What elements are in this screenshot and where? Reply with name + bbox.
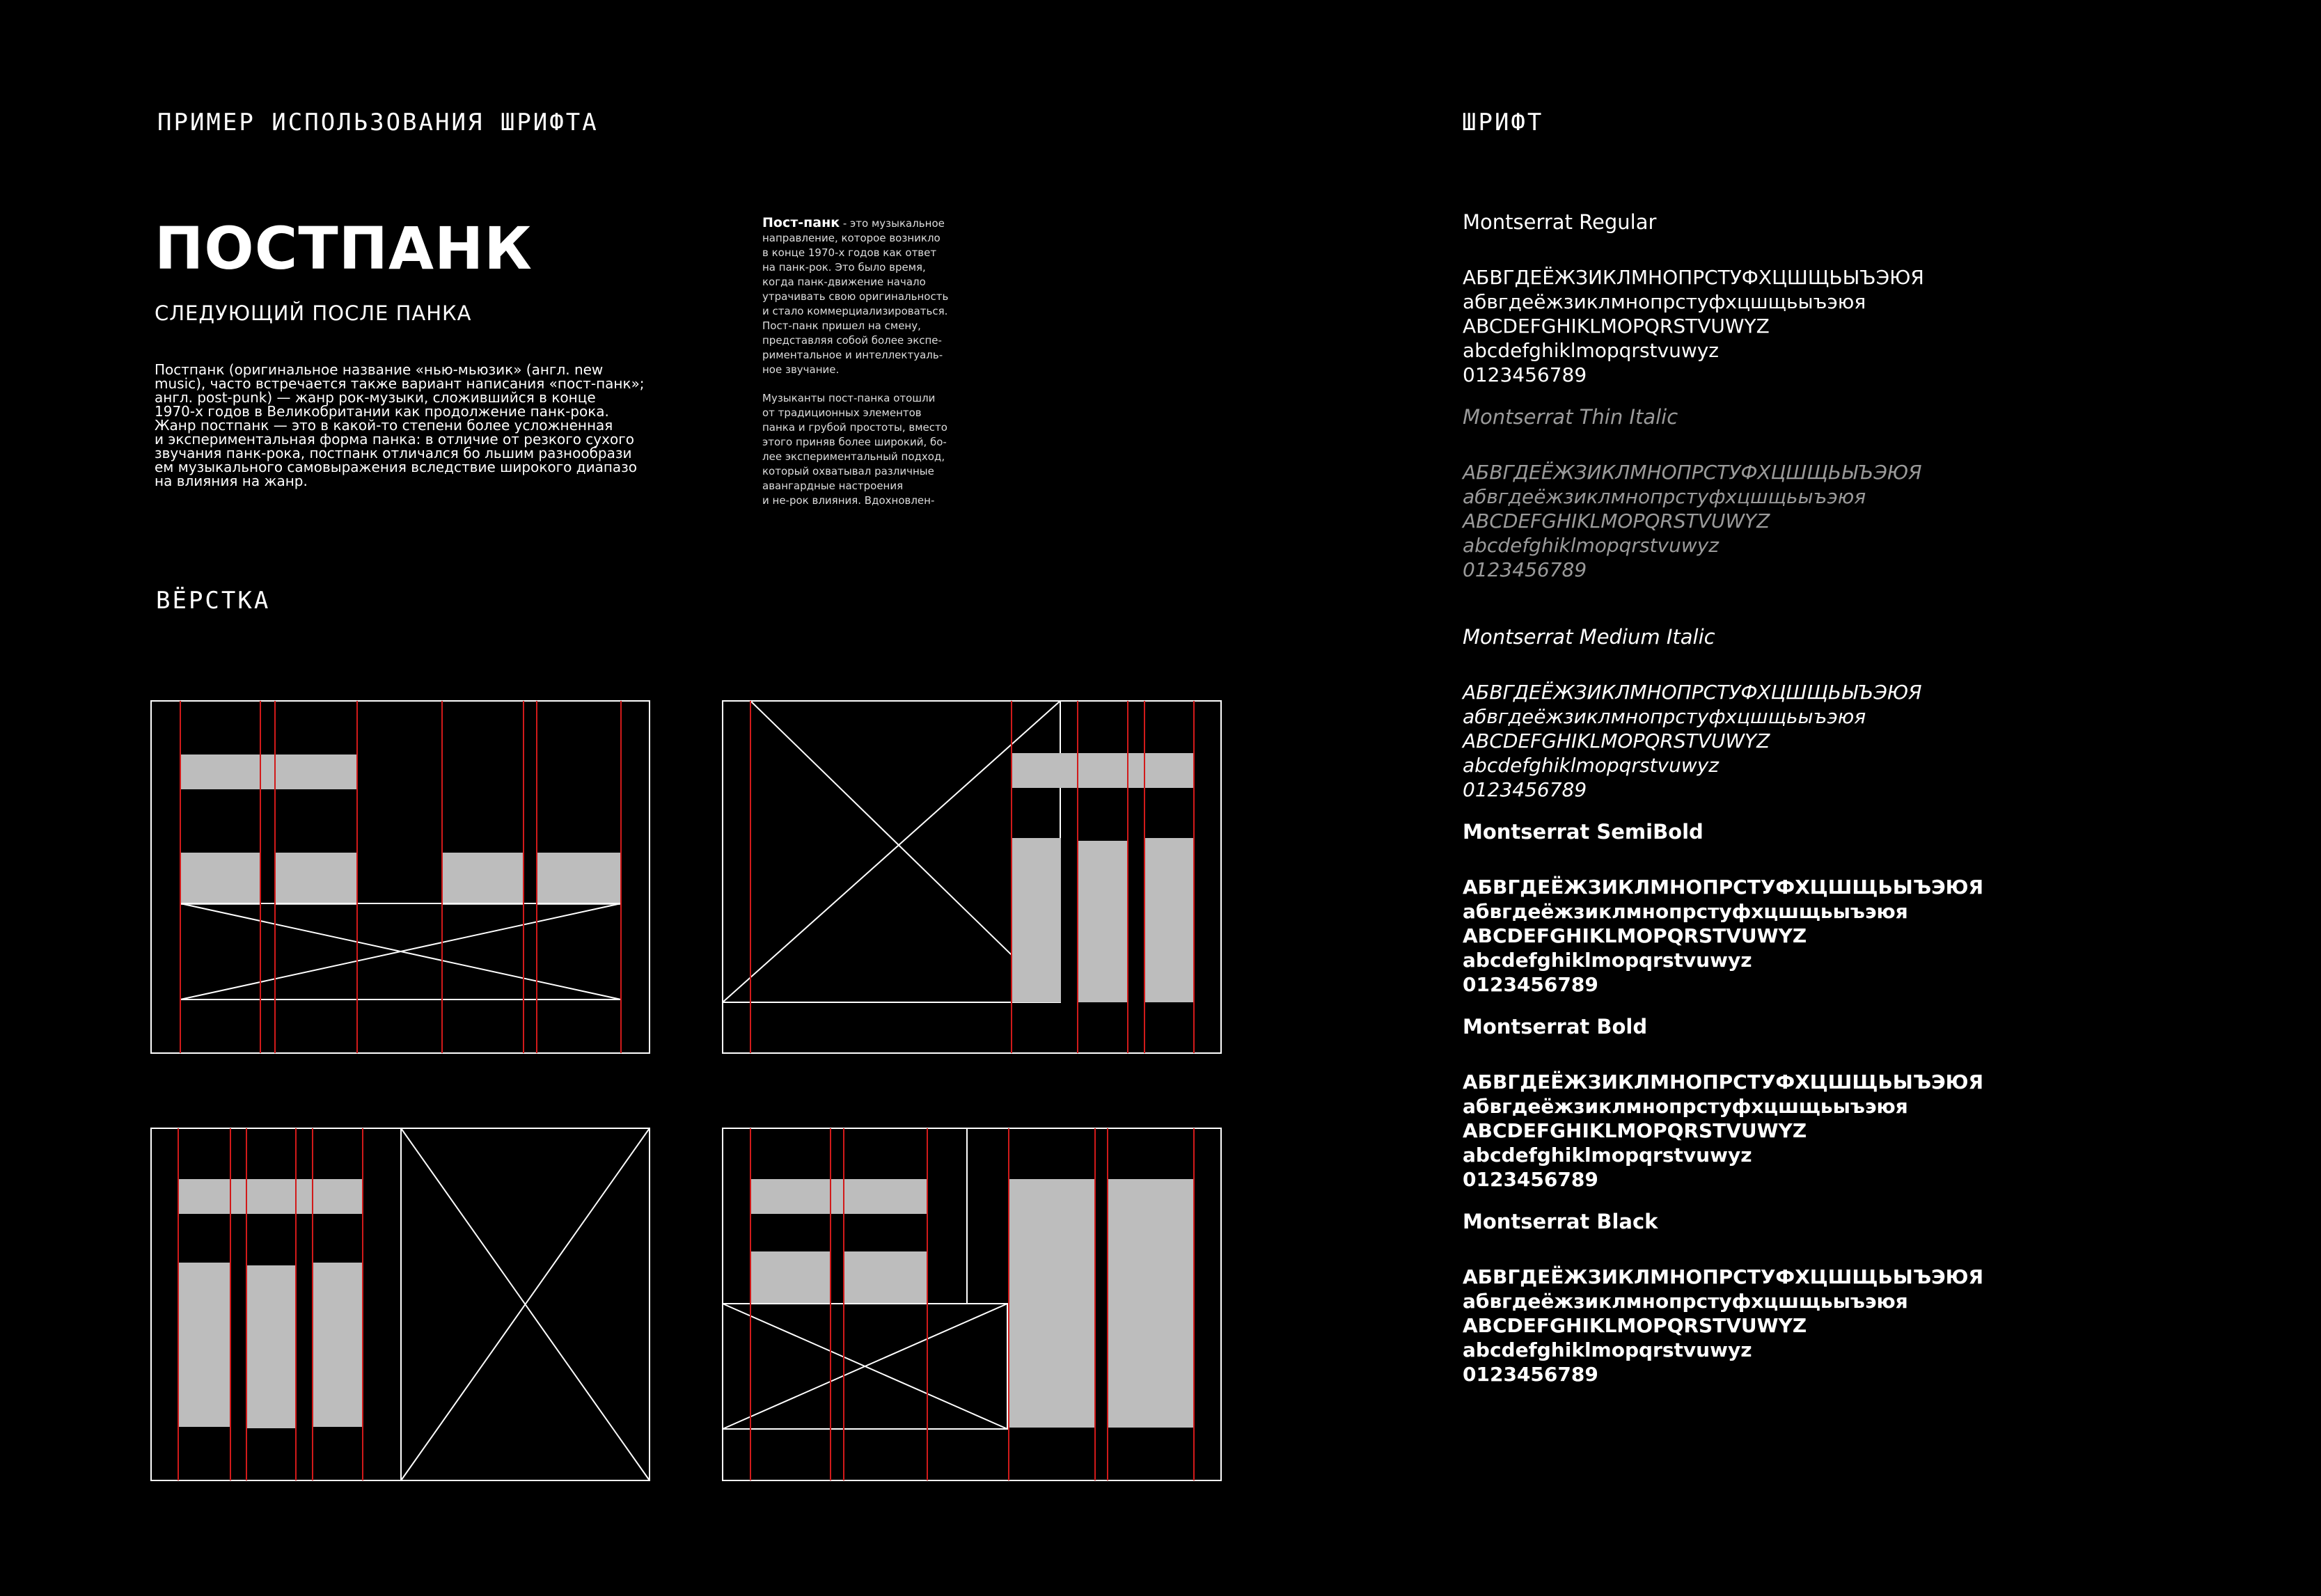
poster-title: ПОСТПАНК	[155, 214, 533, 283]
section-label-font: ШРИФТ	[1462, 109, 1544, 136]
text-block	[1108, 1179, 1194, 1428]
text-block	[180, 853, 260, 905]
font-name: Montserrat Bold	[1463, 1015, 1648, 1038]
column-line: и стало коммерциализироваться.	[762, 305, 948, 317]
text-block	[180, 754, 357, 789]
sample-line: АБВГДЕЁЖЗИКЛМНОПРСТУФХЦШЩЬЫЪЭЮЯ	[1463, 876, 1984, 899]
sample-line: АБВГДЕЁЖЗИКЛМНОПРСТУФХЦШЩЬЫЪЭЮЯ	[1463, 461, 1922, 484]
sample-line: 0123456789	[1463, 1168, 1598, 1191]
text-block	[442, 853, 524, 905]
font-specimen-semibold	[1463, 820, 1983, 997]
sample-line: АБВГДЕЁЖЗИКЛМНОПРСТУФХЦШЩЬЫЪЭЮЯ	[1463, 1265, 1984, 1288]
font-specimen-regular	[1463, 210, 1924, 387]
sample-line: ABCDEFGHIKLMOPQRSTVUWYZ	[1463, 1314, 1807, 1337]
column-line: авангардные настроения	[762, 480, 904, 492]
column-line: представляя собой более экспе-	[762, 334, 942, 347]
sample-line: 0123456789	[1463, 1363, 1598, 1386]
text-block	[178, 1263, 230, 1427]
sample-line: abcdefghiklmopqrstvuwyz	[1463, 754, 1719, 777]
text-block	[1144, 838, 1194, 1002]
font-specimen-black	[1463, 1210, 1983, 1386]
poster-body-line: ем музыкального самовыражения вследствие широкого диапазо	[155, 459, 638, 475]
column-line: направление, которое возникло	[762, 232, 941, 244]
sample-line: абвгдеёжзиклмнопрстуфхцшщьыъэюя	[1463, 1290, 1908, 1313]
poster-body-line: 1970-х годов в Великобритании как продолжение панк-рока.	[155, 403, 609, 420]
column-line: и не-рок влияния. Вдохновлен-	[762, 494, 935, 507]
text-block	[1012, 838, 1061, 1002]
sample-line: 0123456789	[1463, 973, 1598, 996]
font-name: Montserrat Black	[1463, 1210, 1658, 1233]
column-line: утрачивать свою оригинальность	[762, 290, 949, 303]
text-block	[750, 1251, 831, 1304]
column-line: на панк-рок. Это было время,	[762, 261, 926, 274]
sample-line: ABCDEFGHIKLMOPQRSTVUWYZ	[1463, 1119, 1807, 1142]
sample-line: ABCDEFGHIKLMOPQRSTVUWYZ	[1463, 315, 1770, 338]
font-specimen-bold	[1463, 1015, 1983, 1192]
poster-body-line: звучания панк-рока, постпанк отличался бо льшим разнообрази	[155, 445, 632, 461]
text-block	[1012, 753, 1194, 788]
poster-body-line: на влияния на жанр.	[155, 473, 308, 489]
section-label-layout: ВЁРСТКА	[156, 587, 271, 615]
sample-line: ABCDEFGHIKLMOPQRSTVUWYZ	[1463, 924, 1807, 947]
column-line: Музыканты пост-панка отошли	[762, 392, 936, 404]
text-block	[1078, 841, 1128, 1002]
layout-diagram-3	[151, 1128, 650, 1480]
sample-line: абвгдеёжзиклмнопрстуфхцшщьыъэюя	[1463, 290, 1866, 313]
sample-line: ABCDEFGHIKLMOPQRSTVUWYZ	[1463, 509, 1770, 532]
font-name: Montserrat SemiBold	[1463, 820, 1704, 844]
sample-line: абвгдеёжзиклмнопрстуфхцшщьыъэюя	[1463, 1095, 1908, 1118]
layout-diagram-1	[151, 701, 650, 1053]
sample-line: абвгдеёжзиклмнопрстуфхцшщьыъэюя	[1463, 705, 1866, 728]
font-specimen-thin-italic	[1463, 405, 1922, 582]
font-name: Montserrat Medium Italic	[1463, 625, 1715, 649]
font-specimen-medium-italic	[1463, 625, 1922, 802]
text-block	[844, 1251, 927, 1304]
poster-body-line: англ. post-punk) — жанр рок-музыки, сложившийся в конце	[155, 389, 596, 406]
text-block	[178, 1179, 363, 1214]
sample-line: АБВГДЕЁЖЗИКЛМНОПРСТУФХЦШЩЬЫЪЭЮЯ	[1463, 1070, 1984, 1093]
sample-line: ABCDEFGHIKLMOPQRSTVUWYZ	[1463, 729, 1770, 752]
grid-guides	[750, 701, 1194, 1053]
layout-diagram-2	[723, 701, 1221, 1053]
sample-line: 0123456789	[1463, 363, 1587, 386]
sample-line: abcdefghiklmopqrstvuwyz	[1463, 1144, 1752, 1167]
section-label-usage: ПРИМЕР ИСПОЛЬЗОВАНИЯ ШРИФТА	[157, 109, 599, 136]
poster-subtitle: СЛЕДУЮЩИЙ ПОСЛЕ ПАНКА	[155, 301, 472, 325]
sample-line: abcdefghiklmopqrstvuwyz	[1463, 339, 1719, 362]
poster-body-line: и экспериментальная форма панка: в отличие от резкого сухого	[155, 431, 634, 448]
text-block	[313, 1263, 363, 1427]
column-line: когда панк-движение начало	[762, 276, 926, 288]
text-block	[275, 853, 357, 905]
font-name: Montserrat Regular	[1463, 210, 1657, 234]
sample-line: abcdefghiklmopqrstvuwyz	[1463, 534, 1719, 557]
sample-line: 0123456789	[1463, 778, 1587, 801]
sample-line: 0123456789	[1463, 558, 1587, 581]
text-block	[246, 1265, 296, 1428]
poster-body-line: music), часто встречается также вариант написания «пост-панк»;	[155, 375, 645, 392]
layout-diagram-4	[723, 1128, 1221, 1480]
column-line: Пост-панк пришел на смену,	[762, 319, 921, 332]
column-line: панка и грубой простоты, вместо	[762, 421, 947, 434]
column-line: риментальное и интеллектуаль-	[762, 349, 943, 361]
text-block	[537, 853, 621, 905]
column-line: который охватывал различные	[762, 465, 934, 477]
column-line: в конце 1970-х годов как ответ	[762, 246, 937, 259]
poster-body-line: Жанр постпанк — это в какой-то степени более усложненная	[155, 417, 613, 434]
font-name: Montserrat Thin Italic	[1463, 405, 1678, 429]
column-line: ное звучание.	[762, 363, 840, 376]
sample-line: abcdefghiklmopqrstvuwyz	[1463, 949, 1752, 972]
text-block	[1009, 1179, 1095, 1428]
poster-body-line: Постпанк (оригинальное название «нью-мьюзик» (англ. new	[155, 361, 604, 378]
column-lead-rest: - это музыкальное	[840, 217, 945, 230]
column-line: этого приняв более широкий, бо-	[762, 436, 947, 448]
sample-line: abcdefghiklmopqrstvuwyz	[1463, 1338, 1752, 1361]
sample-line: абвгдеёжзиклмнопрстуфхцшщьыъэюя	[1463, 485, 1866, 508]
sample-line: АБВГДЕЁЖЗИКЛМНОПРСТУФХЦШЩЬЫЪЭЮЯ	[1463, 681, 1922, 704]
text-block	[750, 1179, 927, 1214]
sample-line: абвгдеёжзиклмнопрстуфхцшщьыъэюя	[1463, 900, 1908, 923]
column-line: от традиционных элементов	[762, 406, 922, 419]
sample-line: АБВГДЕЁЖЗИКЛМНОПРСТУФХЦШЩЬЫЪЭЮЯ	[1463, 266, 1924, 289]
column-lead-bold: Пост-панк	[762, 215, 840, 230]
column-line: лее экспериментальный подход,	[762, 450, 945, 463]
